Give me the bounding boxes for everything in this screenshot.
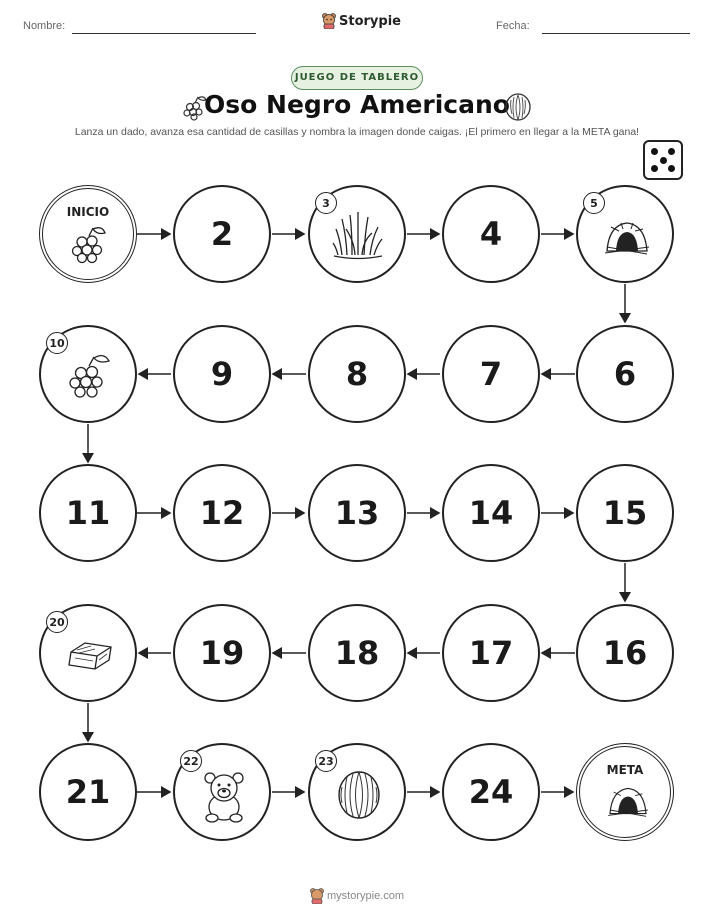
- square-number: 14: [468, 494, 514, 532]
- square-finish[interactable]: [576, 743, 674, 841]
- square-11[interactable]: [39, 464, 137, 562]
- square-4[interactable]: [442, 185, 540, 283]
- den-icon: [603, 217, 651, 257]
- square-7[interactable]: [442, 325, 540, 423]
- instructions: Lanza un dado, avanza esa cantidad de casillas y nombra la imagen donde caigas. ¡El primero en llegar a la META gana!: [74, 126, 640, 138]
- berries-icon: [69, 224, 111, 266]
- date-label: Fecha:: [496, 20, 530, 32]
- footer-url[interactable]: mystorypie.com: [327, 889, 405, 902]
- square-16[interactable]: [576, 604, 674, 702]
- square-14[interactable]: [442, 464, 540, 562]
- square-number: 21: [65, 773, 111, 811]
- square-12[interactable]: [173, 464, 271, 562]
- grass-icon: [332, 209, 384, 261]
- page-title: Oso Negro Americano: [204, 90, 510, 119]
- square-number: 12: [199, 494, 245, 532]
- square-number: 17: [468, 634, 514, 672]
- honeycomb-icon: [65, 638, 115, 674]
- square-number: 24: [468, 773, 514, 811]
- square-15[interactable]: [576, 464, 674, 562]
- square-number: 9: [210, 355, 234, 393]
- bear-cub-icon: [199, 769, 249, 823]
- den-icon: [606, 783, 650, 819]
- square-number: 2: [210, 215, 234, 253]
- square-19[interactable]: [173, 604, 271, 702]
- square-number: 13: [334, 494, 380, 532]
- square-2[interactable]: [173, 185, 271, 283]
- game-type-badge: JUEGO DE TABLERO: [291, 66, 423, 90]
- square-badge: 20: [46, 611, 68, 633]
- finish-label: META: [606, 763, 644, 777]
- square-8[interactable]: [308, 325, 406, 423]
- square-21[interactable]: [39, 743, 137, 841]
- square-start[interactable]: [39, 185, 137, 283]
- square-18[interactable]: [308, 604, 406, 702]
- square-6[interactable]: [576, 325, 674, 423]
- square-number: 6: [613, 355, 637, 393]
- square-number: 19: [199, 634, 245, 672]
- square-24[interactable]: [442, 743, 540, 841]
- berries-icon: [67, 351, 115, 401]
- square-17[interactable]: [442, 604, 540, 702]
- footer: [0, 888, 714, 904]
- square-number: 4: [479, 215, 503, 253]
- start-label: INICIO: [66, 205, 110, 219]
- square-number: 15: [602, 494, 648, 532]
- square-badge: 22: [180, 750, 202, 772]
- square-number: 16: [602, 634, 648, 672]
- square-number: 8: [345, 355, 369, 393]
- square-number: 18: [334, 634, 380, 672]
- brand-name: Storypie: [339, 13, 401, 29]
- square-badge: 23: [315, 750, 337, 772]
- square-13[interactable]: [308, 464, 406, 562]
- square-number: 11: [65, 494, 111, 532]
- bear-mascot-icon: [310, 888, 324, 904]
- square-badge: 3: [315, 192, 337, 214]
- square-badge: 5: [583, 192, 605, 214]
- square-9[interactable]: [173, 325, 271, 423]
- square-badge: 10: [46, 332, 68, 354]
- name-label: Nombre:: [23, 20, 66, 32]
- square-number: 7: [479, 355, 503, 393]
- walnut-icon: [335, 769, 383, 821]
